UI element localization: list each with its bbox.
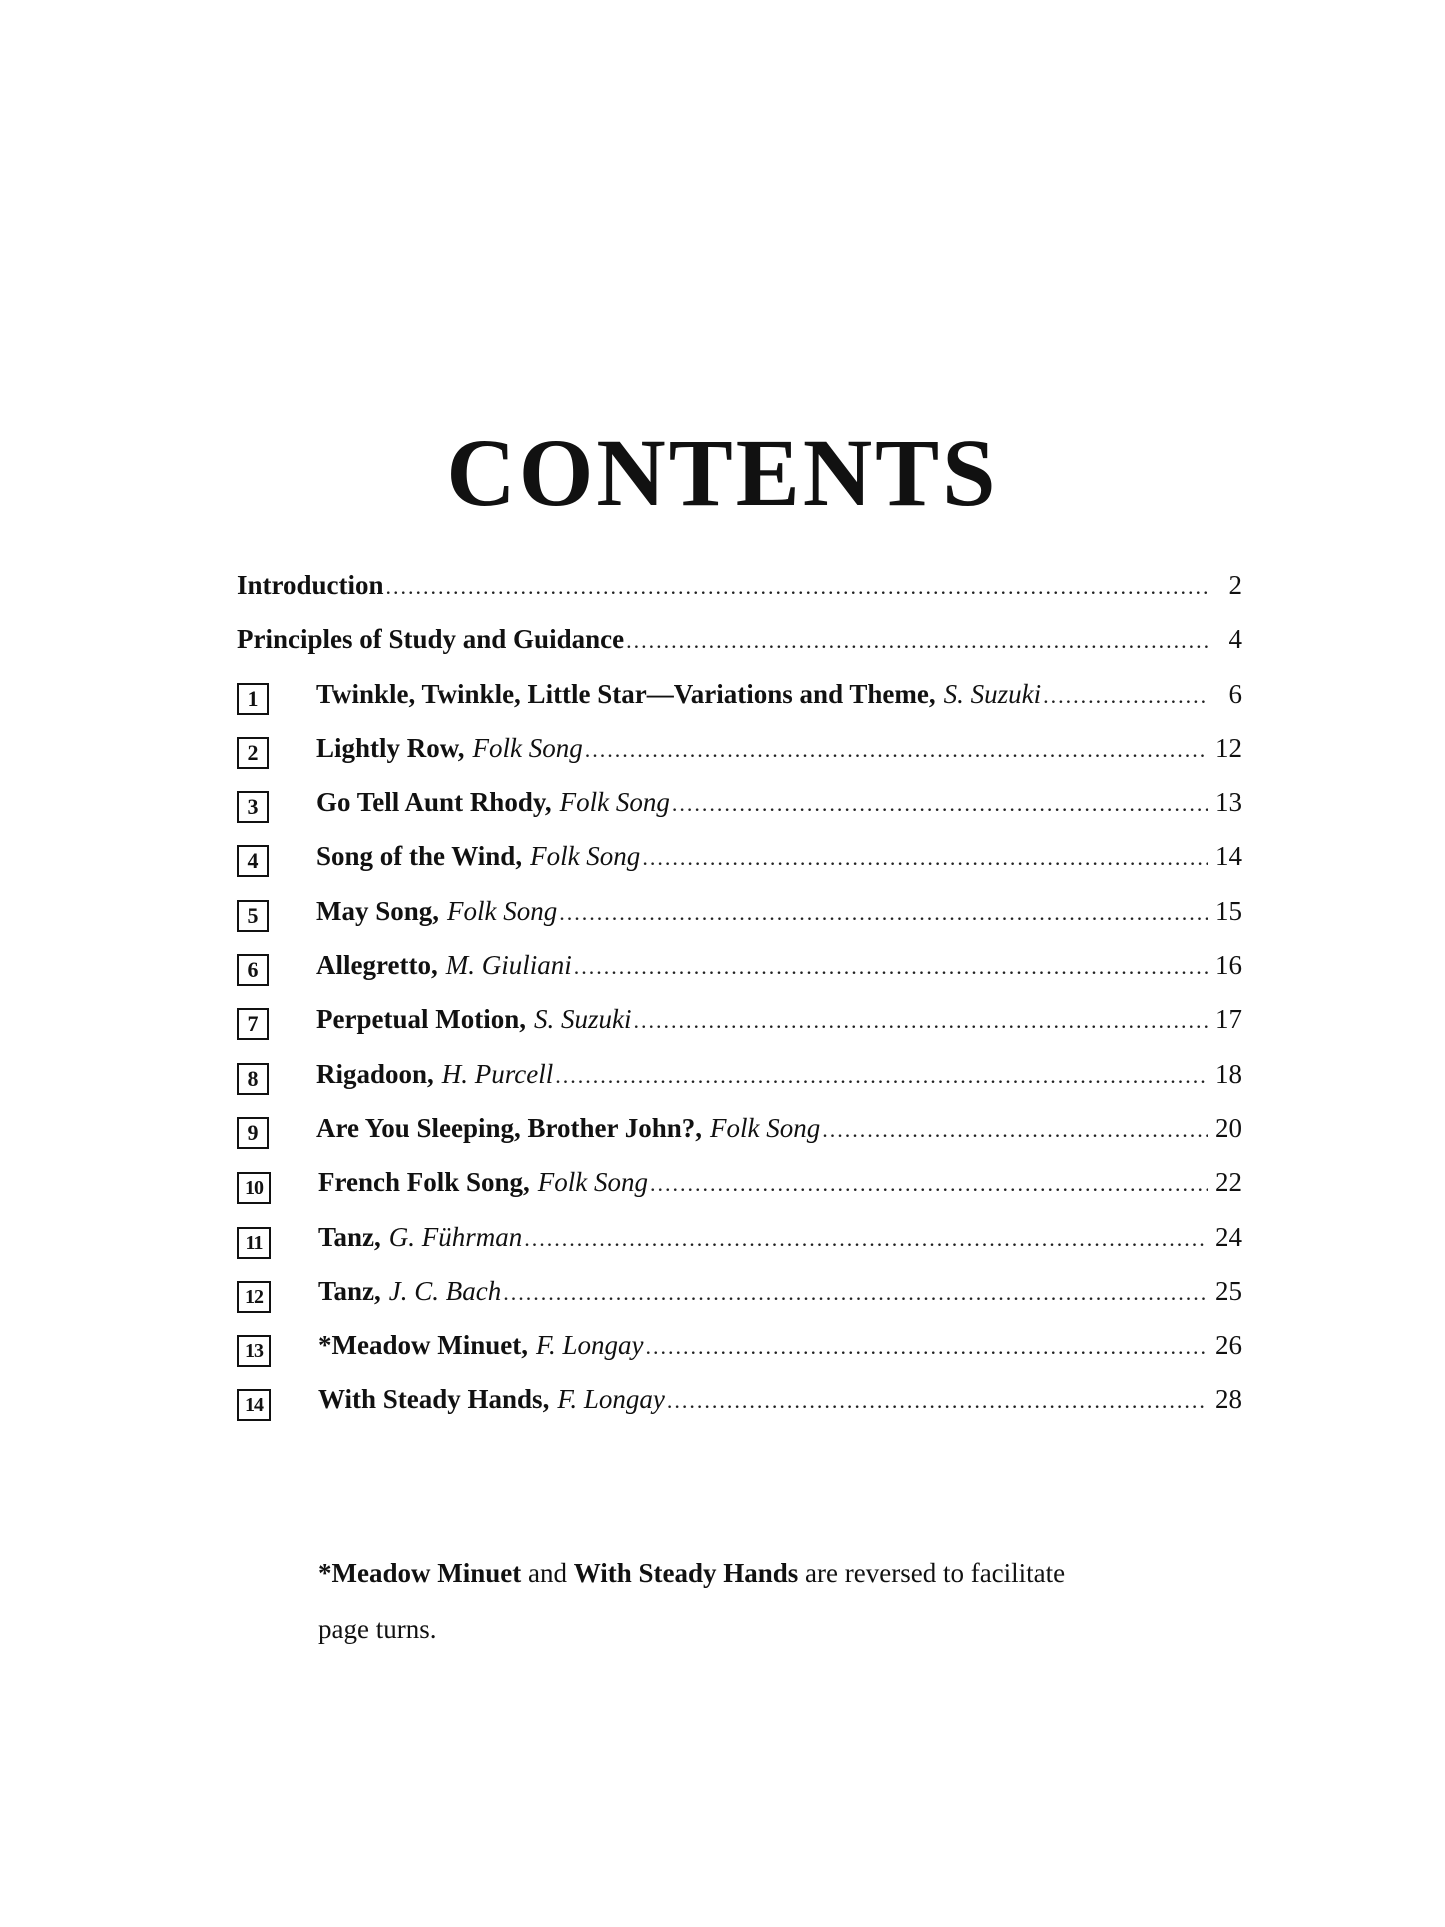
entry-page-number: 22 [1215,1167,1242,1198]
footnote-bold-2: With Steady Hands [573,1558,799,1588]
dot-leader [646,1334,1209,1360]
piece-number-box: 2 [237,737,269,769]
dot-leader [574,954,1208,980]
dot-leader [633,1008,1208,1034]
piece-number-box: 14 [237,1389,271,1421]
footnote-text-2: are reversed to facilitate [798,1558,1066,1588]
toc-entry [237,1222,1242,1276]
entry-title: Go Tell Aunt Rhody, [316,787,552,818]
footnote-bold-1: *Meadow Minuet [318,1558,522,1588]
dot-leader [650,1171,1208,1197]
page-title: CONTENTS [446,419,999,526]
toc-entry [237,624,1242,678]
table-of-contents [237,570,1242,1439]
toc-entry [237,896,1242,950]
toc-entry [237,1330,1242,1384]
entry-composer: G. Führman [388,1221,523,1252]
dot-leader [822,1117,1208,1143]
entry-title: Twinkle, Twinkle, Little Star—Variations and Theme, [316,678,936,709]
entry-page-number: 24 [1215,1221,1242,1252]
dot-leader [559,900,1208,926]
entry-title: Tanz, [318,1275,381,1306]
entry-title: Lightly Row, [316,732,465,763]
entry-page-number: 12 [1215,732,1242,763]
dot-leader [524,1226,1208,1252]
toc-entry [237,1059,1242,1113]
entry-composer: H. Purcell [441,1058,554,1089]
toc-entry [237,787,1242,841]
dot-leader [672,791,1208,817]
entry-composer: M. Giuliani [445,950,572,981]
toc-entry [237,1113,1242,1167]
dot-leader [667,1388,1208,1414]
entry-title: With Steady Hands, [318,1384,550,1415]
dot-leader [555,1063,1208,1089]
piece-number-box: 7 [237,1008,269,1040]
piece-number-box: 1 [237,683,269,715]
entry-page-number: 16 [1215,950,1242,981]
toc-entry [237,570,1242,624]
dot-leader [642,845,1208,871]
entry-page-number: 26 [1215,1330,1242,1361]
piece-number-box: 13 [237,1335,271,1367]
piece-number-box: 3 [237,791,269,823]
piece-number-box: 9 [237,1117,269,1149]
footnote-text-1: and [521,1558,574,1588]
entry-page-number: 6 [1228,678,1242,709]
toc-entry [237,841,1242,895]
piece-number-box: 4 [237,845,269,877]
entry-composer: Folk Song [559,787,670,818]
entry-page-number: 17 [1215,1004,1242,1035]
entry-composer: Folk Song [537,1167,649,1198]
entry-title: Tanz, [318,1221,381,1252]
entry-composer: S. Suzuki [943,678,1042,709]
entry-title: French Folk Song, [318,1167,530,1198]
toc-entry [237,950,1242,1004]
entry-composer: Folk Song [710,1112,821,1143]
toc-entry [237,733,1242,787]
piece-number-box: 11 [237,1227,271,1259]
toc-entry [237,1276,1242,1330]
dot-leader [1043,683,1208,709]
piece-number-box: 5 [237,900,269,932]
entry-page-number: 28 [1215,1384,1242,1415]
entry-title: Allegretto, [316,950,438,981]
entry-composer: F. Longay [535,1330,644,1361]
piece-number-box: 10 [237,1172,271,1204]
footnote [318,1545,1198,1657]
entry-composer: F. Longay [557,1384,665,1415]
piece-number-box: 8 [237,1063,269,1095]
toc-entry [237,679,1242,733]
toc-entry [237,1167,1242,1221]
entry-page-number: 18 [1215,1058,1242,1089]
entry-page-number: 14 [1215,841,1242,872]
entry-composer: J. C. Bach [388,1275,502,1306]
footnote-line-2: page turns. [318,1614,437,1644]
entry-composer: Folk Song [530,841,641,872]
entry-title: Perpetual Motion, [316,1004,526,1035]
entry-page-number: 2 [1228,570,1242,600]
entry-composer: Folk Song [447,895,558,926]
entry-title: *Meadow Minuet, [318,1330,528,1361]
entry-title: Principles of Study and Guidance [237,624,625,655]
entry-page-number: 25 [1215,1275,1242,1306]
entry-page-number: 20 [1215,1112,1242,1143]
toc-entry [237,1004,1242,1058]
entry-title: Are You Sleeping, Brother John?, [316,1112,703,1143]
entry-page-number: 4 [1228,624,1242,655]
entry-title: Song of the Wind, [316,841,523,872]
toc-entry [237,1384,1242,1438]
entry-page-number: 15 [1215,895,1242,926]
entry-page-number: 13 [1215,787,1242,818]
entry-composer: S. Suzuki [533,1004,632,1035]
piece-number-box: 6 [237,954,269,986]
dot-leader [585,737,1208,763]
dot-leader [626,628,1208,654]
entry-title: Introduction [237,570,384,600]
entry-title: Rigadoon, [316,1058,434,1089]
dot-leader [386,574,1208,600]
piece-number-box: 12 [237,1281,271,1313]
entry-composer: Folk Song [472,732,583,763]
dot-leader [503,1280,1208,1306]
entry-title: May Song, [316,895,440,926]
